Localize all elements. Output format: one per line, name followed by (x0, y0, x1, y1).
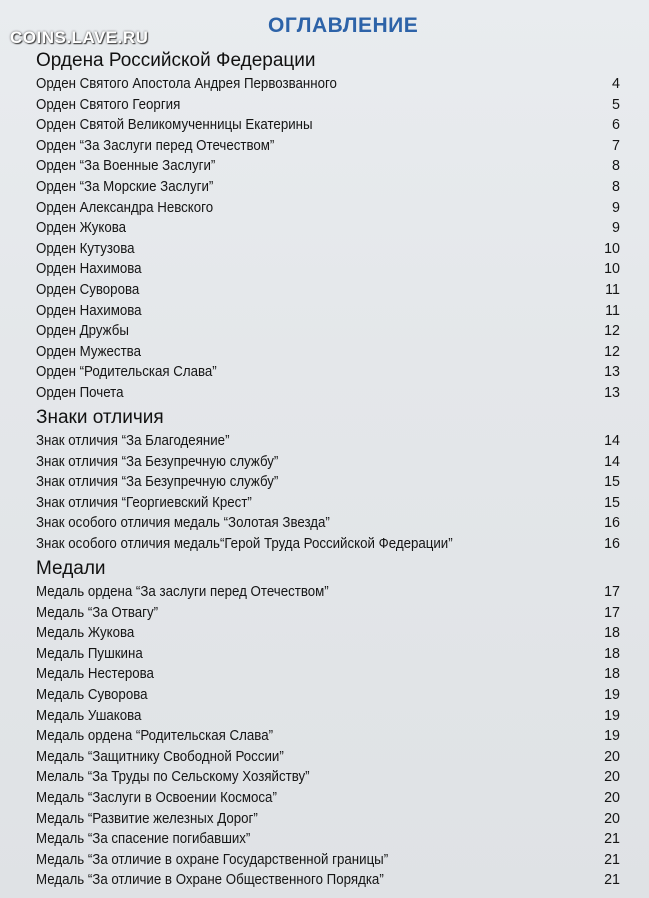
toc-entry (36, 872, 620, 892)
toc-entry-page: 5 (612, 96, 620, 113)
section-heading: Медали (36, 558, 106, 579)
toc-entry-page: 8 (612, 179, 620, 195)
toc-entry-page: 7 (612, 137, 620, 154)
toc-entry-page: 12 (604, 323, 620, 340)
toc-entry-label: Медаль “Развитие железных Дорог” (36, 810, 258, 827)
toc-entry-page: 10 (604, 240, 620, 257)
toc-entry (36, 241, 620, 261)
toc-entry (36, 454, 620, 474)
toc-entry-page: 10 (604, 261, 620, 278)
toc-entry-page: 11 (605, 302, 620, 319)
toc-entry-label: Медаль Ушакова (36, 707, 142, 724)
toc-entry (36, 200, 620, 220)
toc-entry-page: 18 (604, 666, 620, 683)
section-heading: Знаки отличия (36, 407, 164, 428)
toc-entry-page: 17 (604, 584, 620, 600)
toc-entry-label: Знак отличия “За Безупречную службу” (36, 453, 279, 470)
toc-entry-label: Знак отличия “За Благодеяние” (36, 433, 230, 449)
toc-entry (36, 385, 620, 405)
toc-entry-label: Орден Мужества (36, 343, 141, 360)
toc-entry (36, 76, 620, 96)
toc-entry-label: Медаль “За спасение погибавших” (36, 831, 251, 848)
toc-entry-page: 9 (612, 220, 620, 237)
toc-entry-label: Знак особого отличия медаль“Герой Труда Российской Федерации” (36, 536, 453, 552)
toc-entry-label: Орден Почета (36, 385, 124, 401)
toc-entry-page: 19 (604, 687, 620, 703)
toc-entry (36, 584, 620, 604)
toc-entry (36, 852, 620, 872)
toc-entry (36, 282, 620, 302)
toc-entry (36, 666, 620, 686)
toc-entry-page: 20 (604, 810, 620, 827)
toc-entry (36, 605, 620, 625)
toc-entry-label: Орден Кутузова (36, 240, 135, 257)
toc-entry-page: 17 (604, 604, 620, 621)
toc-entry (36, 158, 620, 178)
toc-entry-page: 6 (612, 117, 620, 134)
toc-entry (36, 323, 620, 343)
toc-entry (36, 179, 620, 199)
toc-entry (36, 220, 620, 240)
toc-entry-page: 14 (604, 433, 620, 449)
toc-entry-page: 20 (604, 748, 620, 765)
toc-entry (36, 811, 620, 831)
toc-entry (36, 536, 620, 556)
toc-entry (36, 790, 620, 810)
toc-entry (36, 495, 620, 515)
toc-entry-label: Орден Александра Невского (36, 199, 214, 216)
toc-entry-label: Орден Суворова (36, 282, 140, 298)
toc-entry-page: 20 (604, 790, 620, 806)
toc-entry-label: Орден Святой Великомученницы Екатерины (36, 117, 313, 134)
toc-entry-label: Медаль “За Отвагу” (36, 604, 159, 621)
toc-entry-page: 20 (604, 769, 620, 786)
toc-entry (36, 97, 620, 117)
toc-entry-page: 11 (605, 282, 620, 298)
toc-entry (36, 515, 620, 535)
toc-entry-label: Медаль Жукова (36, 625, 135, 642)
toc-entry (36, 831, 620, 851)
toc-entry (36, 687, 620, 707)
toc-entry-label: Орден Нахимова (36, 261, 142, 278)
toc-entry-label: Орден Жукова (36, 220, 127, 237)
toc-entry-page: 19 (604, 707, 620, 724)
toc-entry-page: 15 (604, 494, 620, 511)
toc-entry-page: 9 (612, 199, 620, 216)
toc-entry-label: Медаль “Защитнику Свободной России” (36, 748, 284, 765)
toc-entry-label: Медаль Суворова (36, 687, 148, 703)
toc-entry (36, 261, 620, 281)
section-heading: Ордена Российской Федерации (36, 50, 316, 71)
toc-entry-label: Орден Дружбы (36, 323, 129, 340)
toc-entry-label: Орден Нахимова (36, 302, 142, 319)
toc-entry-page: 13 (604, 364, 620, 381)
page-title: ОГЛАВЛЕНИЕ (268, 14, 419, 37)
toc-entry-label: Медаль “За отличие в охране Государственной границы” (36, 851, 389, 868)
toc-entry-label: Знак отличия “Георгиевский Крест” (36, 494, 252, 511)
toc-entry-label: Орден Святого Георгия (36, 96, 181, 113)
toc-entry-label: Орден “За Заслуги перед Отечеством” (36, 137, 275, 154)
toc-entry-page: 18 (604, 645, 620, 662)
toc-entry-page: 21 (604, 872, 620, 889)
toc-entry-page: 8 (612, 158, 620, 175)
toc-entry-label: Орден “Родительская Слава” (36, 364, 217, 381)
toc-entry (36, 364, 620, 384)
toc-entry-label: Знак отличия “За Безупречную службу” (36, 474, 279, 491)
watermark-logo: COINS.LAVE.RU (10, 28, 149, 47)
toc-entry (36, 474, 620, 494)
toc-entry (36, 138, 620, 158)
toc-entry (36, 433, 620, 453)
toc-entry-page: 21 (604, 851, 620, 868)
toc-entry-label: Медаль “За отличие в Охране Общественного Порядка” (36, 872, 384, 889)
toc-entry (36, 708, 620, 728)
toc-entry-label: Медаль ордена “Родительская Слава” (36, 728, 274, 745)
toc-entry (36, 749, 620, 769)
toc-entry-label: Знак особого отличия медаль “Золотая Звезда” (36, 515, 330, 532)
toc-entry-page: 15 (604, 474, 620, 491)
toc-entry-label: Орден “За Морские Заслуги” (36, 179, 214, 195)
toc-entry-page: 19 (604, 728, 620, 745)
toc-entry (36, 728, 620, 748)
toc-entry (36, 625, 620, 645)
toc-entry-label: Орден Святого Апостола Андрея Первозванного (36, 76, 337, 92)
toc-entry-label: Медаль ордена “За заслуги перед Отечеством” (36, 584, 329, 600)
toc-entry-label: Медаль “Заслуги в Освоении Космоса” (36, 790, 277, 806)
toc-entry-page: 16 (604, 536, 620, 552)
toc-entry-label: Мелаль “За Труды по Сельскому Хозяйству” (36, 769, 310, 786)
toc-entry-page: 13 (604, 385, 620, 401)
toc-entry-page: 16 (604, 515, 620, 532)
toc-entry-label: Медаль Нестерова (36, 666, 154, 683)
toc-entry-page: 12 (604, 343, 620, 360)
toc-entry (36, 117, 620, 137)
toc-entry (36, 344, 620, 364)
toc-entry-label: Медаль Пушкина (36, 645, 143, 662)
toc-entry-label: Орден “За Военные Заслуги” (36, 158, 216, 175)
toc-entry (36, 769, 620, 789)
toc-entry-page: 18 (604, 625, 620, 642)
toc-entry (36, 303, 620, 323)
toc-entry-page: 4 (612, 76, 620, 92)
toc-entry-page: 14 (604, 453, 620, 470)
toc-entry-page: 21 (604, 831, 620, 848)
toc-entry (36, 646, 620, 666)
